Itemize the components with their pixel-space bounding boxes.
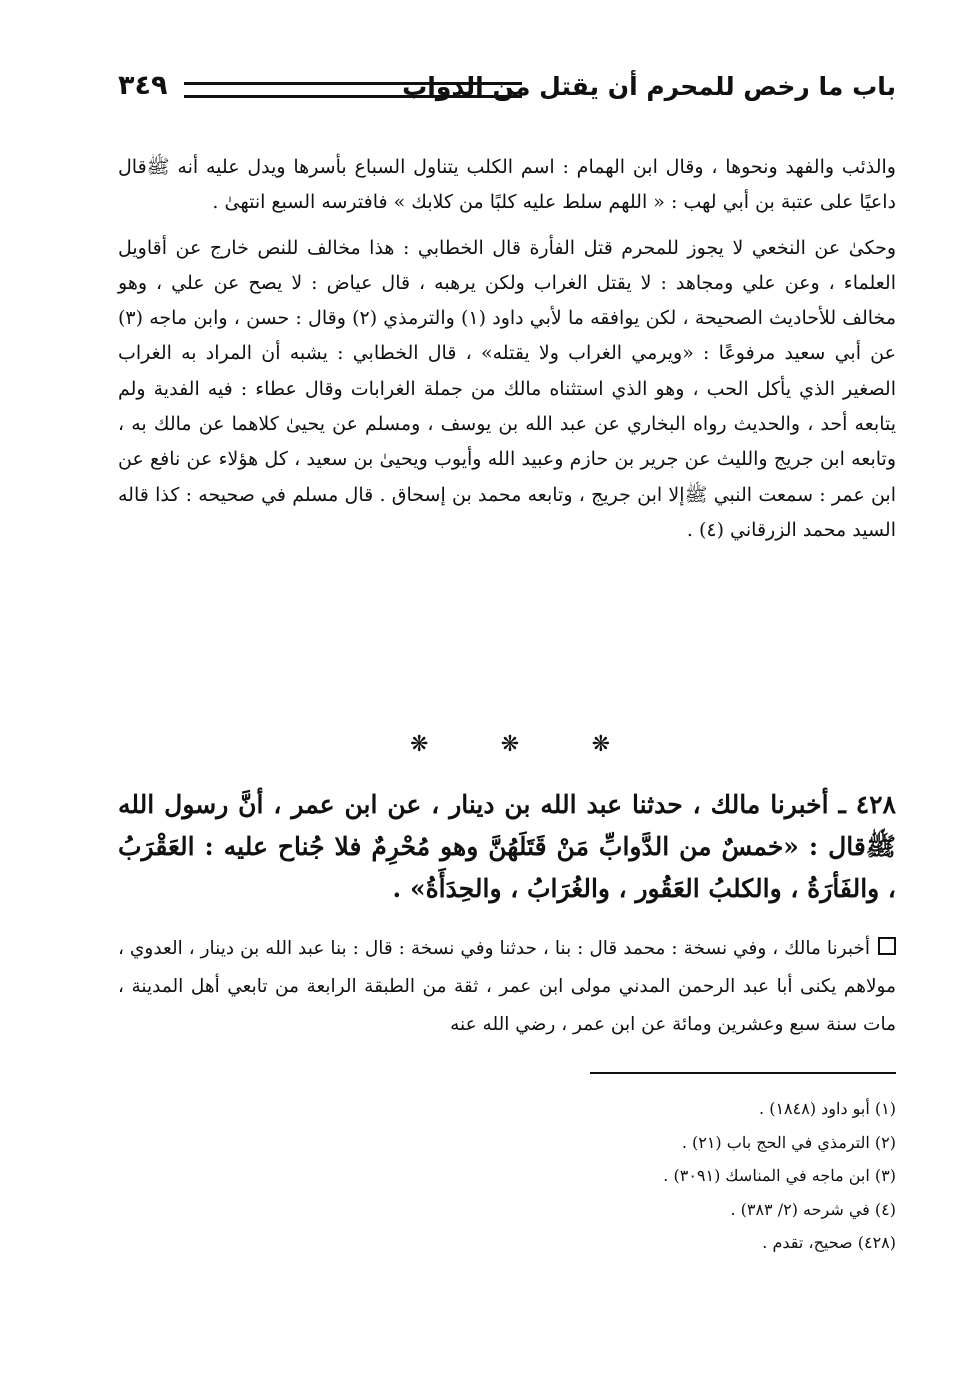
- header-double-rule: [184, 82, 522, 98]
- commentary-text: أخبرنا مالك ، وفي نسخة : محمد قال : بنا ، حدثنا وفي نسخة : قال : بنا عبد الله بن دينار ، العدوي ، مولاهم يكنى أبا عبد الرحمن المدني مولى ابن عمر ، ثقة من الطبقة الرابعة من تابعي أهل المدينة ، مات سنة سبع وعشرين ومائة عن ابن عمر ، رضي الله عنه: [118, 938, 896, 1035]
- footnote: (٤٢٨) صحيح، تقدم .: [762, 1233, 896, 1252]
- section-separator: [410, 732, 610, 757]
- chapter-title: باب ما رخص للمحرم أن يقتل من الدواب: [402, 72, 896, 101]
- asterism-icon: ❋: [500, 732, 520, 757]
- hadith-text: ٤٢٨ ـ أخبرنا مالك ، حدثنا عبد الله بن دينار ، عن ابن عمر ، أنَّ رسول الله ﷺقال : «خمسٌ من الدَّوابِّ مَنْ قَتَلَهُنَّ وهو مُحْرِمٌ فلا جُناح عليه : العَقْرَبُ ، والفَأرَةُ ، والكلبُ العَقُور ، والغُرَابُ ، والحِدَأَةُ» .: [118, 790, 896, 903]
- footnote: (٤) في شرحه (٢/ ٣٨٣) .: [730, 1199, 896, 1219]
- asterism-icon: ❋: [591, 732, 610, 757]
- footnote-rule: [590, 1072, 896, 1074]
- commentary: [118, 930, 896, 1044]
- page-header: [118, 68, 896, 112]
- footnotes: [500, 1092, 896, 1260]
- square-bullet-icon: [878, 937, 896, 955]
- footnote: (١) أبو داود (١٨٤٨) .: [759, 1099, 896, 1118]
- paragraph-1: والذئب والفهد ونحوها ، وقال ابن الهمام : اسم الكلب يتناول السباع بأسرها ويدل عليه أنه ﷺقال داعيًا على عتبة بن أبي لهب : « اللهم سلط عليه كلبًا من كلابك » فافترسه السبع انتهىٰ .: [118, 156, 896, 214]
- paragraph-2: وحكىٰ عن النخعي لا يجوز للمحرم قتل الفأرة قال الخطابي : هذا مخالف للنص خارج عن أقاويل العلماء ، وعن علي ومجاهد : لا يقتل الغراب ولكن يرهبه ، قال عياض : لا يصح عن علي ، وهو مخالف للأحاديث الصحيحة ، لكن يوافقه ما لأبي داود (١) والترمذي (٢) وقال : حسن ، وابن ماجه (٣) عن أبي سعيد مرفوعًا : «ويرمي الغراب ولا يقتله» ، قال الخطابي : يشبه أن المراد به الغراب الصغير الذي يأكل الحب ، وهو الذي استثناه مالك من جملة الغرابات وقال عطاء : فيه الفدية ولم يتابعه أحد ، والحديث رواه البخاري عن عبد الله بن يوسف ، ومسلم عن يحيىٰ كلاهما عن مالك به ، وتابعه ابن جريج والليث عن جرير بن حازم وعبيد الله وأيوب ويحيىٰ بن سعيد ، كل هؤلاء عن نافع عن ابن عمر : سمعت النبي ﷺإلا ابن جريج ، وتابعه محمد بن إسحاق . قال مسلم في صحيحه : كذا قاله السيد محمد الزرقاني (٤) .: [118, 236, 896, 541]
- footnote: (٣) ابن ماجه في المناسك (٣٠٩١) .: [663, 1166, 896, 1185]
- page-number: ٣٤٩: [118, 70, 168, 101]
- asterism-icon: ❋: [410, 732, 429, 757]
- body-text: [118, 150, 896, 548]
- footnote: (٢) الترمذي في الحج باب (٢١) .: [681, 1132, 896, 1152]
